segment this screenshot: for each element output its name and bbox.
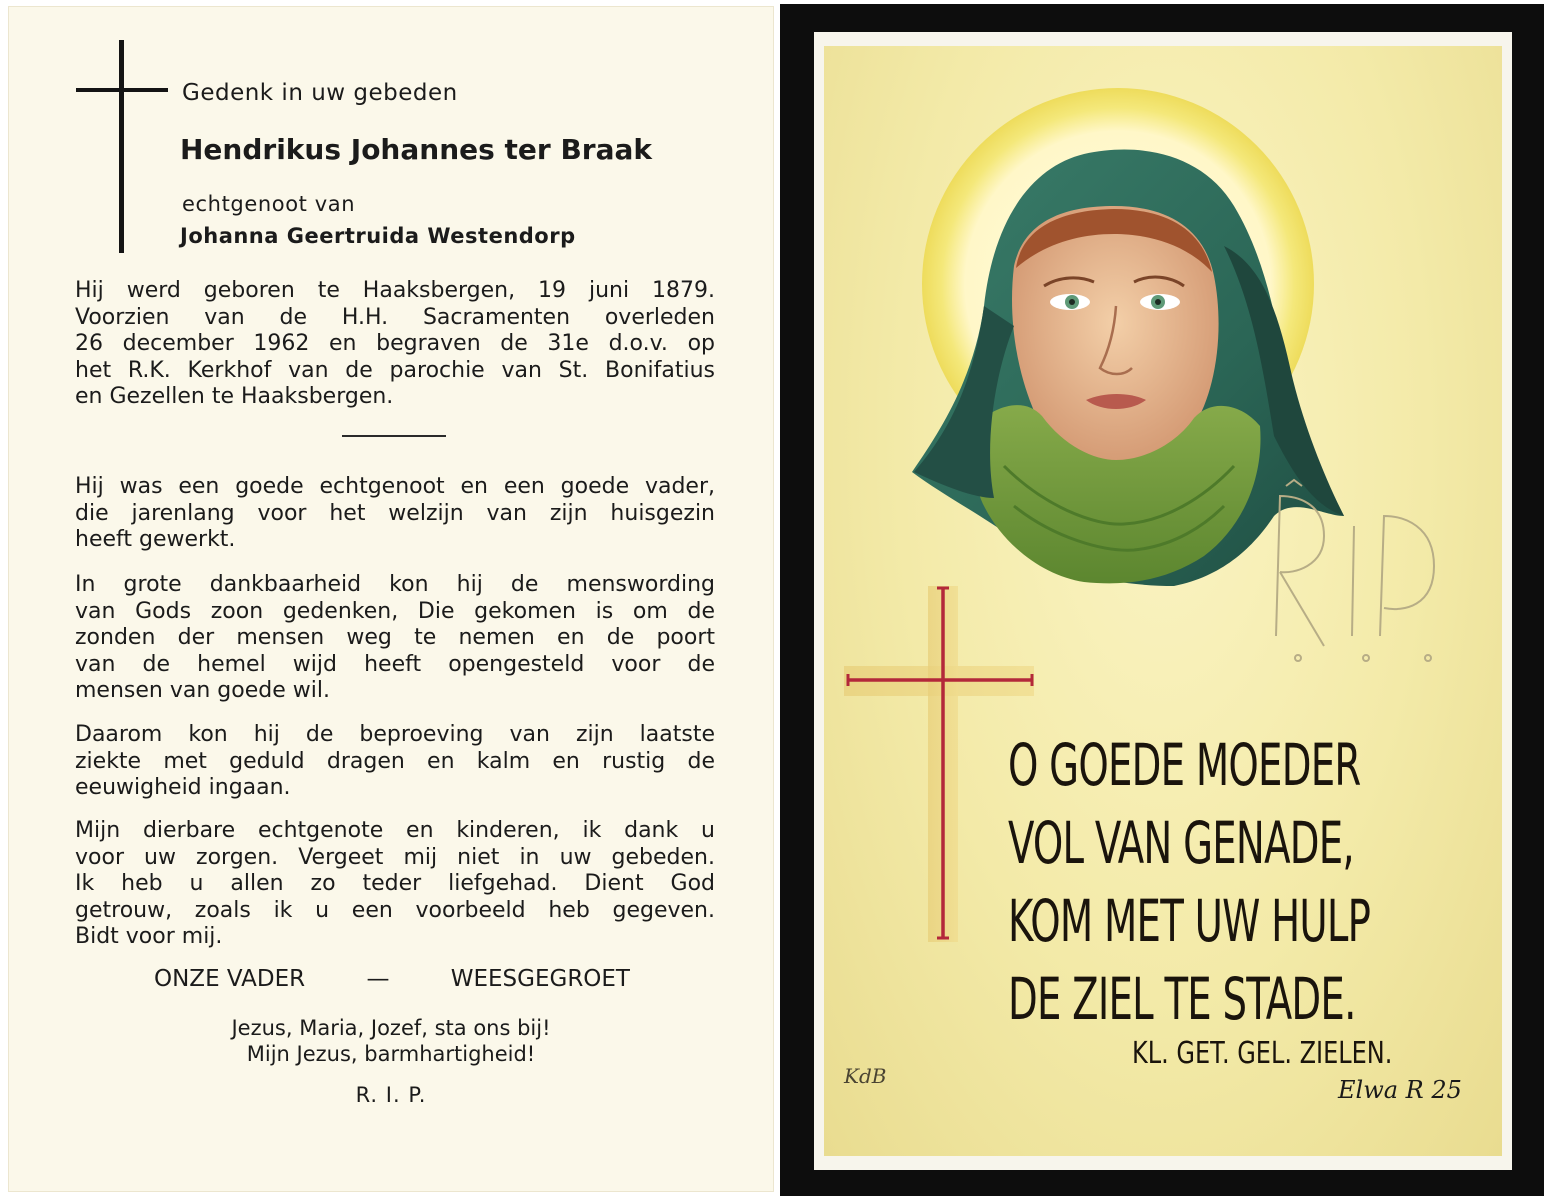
paragraph-line: Bidt voor mij. xyxy=(75,924,223,949)
poem-credit: KL. GET. GEL. ZIELEN. xyxy=(1132,1036,1393,1071)
poem-line: O GOEDE MOEDER xyxy=(1008,731,1361,799)
paragraph-illness xyxy=(75,722,715,802)
closing-rip: R. I. P. xyxy=(355,1083,427,1107)
deceased-name: Hendrikus Johannes ter Braak xyxy=(180,133,653,166)
paragraph-line: ziekte met geduld dragen en kalm en rustig de xyxy=(75,748,715,774)
spouse-label: echtgenoot van xyxy=(182,192,356,216)
paragraph-line: Mijn dierbare echtgenote en kinderen, ik dank u xyxy=(75,818,715,843)
divider xyxy=(342,435,446,437)
paragraph-line: mensen van goede wil. xyxy=(75,678,330,703)
prayer-weesgegroet: WEESGEGROET xyxy=(450,966,630,992)
paragraph-farewell xyxy=(75,818,715,951)
paragraph-line: eeuwigheid ingaan. xyxy=(75,775,291,800)
artist-signature: KdB xyxy=(844,1064,887,1088)
paragraph-line: Daarom kon hij de beproeving van zijn laatste xyxy=(75,722,715,747)
paragraph-line: zonden der mensen weg te nemen en de poort xyxy=(75,625,715,650)
cross-icon-vertical xyxy=(119,40,124,253)
cross-icon-horizontal xyxy=(76,88,168,92)
paragraph-line: In grote dankbaarheid kon hij de menswording xyxy=(75,572,715,597)
paragraph-line: van de hemel wijd heeft opengesteld voor de xyxy=(75,651,715,677)
paragraph-line: van Gods zoon gedenken, Die gekomen is om de xyxy=(75,598,715,624)
paragraph-line: voor uw zorgen. Vergeet mij niet in uw gebeden. xyxy=(75,844,715,870)
paragraph-line: Ik heb u allen zo teder liefgehad. Dient God xyxy=(75,871,715,896)
paragraph-tribute xyxy=(75,474,715,554)
paragraph-line: Hij werd geboren te Haaksbergen, 19 juni 1879. xyxy=(75,278,715,303)
invocation-line-2: Mijn Jezus, barmhartigheid! xyxy=(246,1042,536,1066)
devotional-picture xyxy=(824,46,1502,1156)
prayer-separator: — xyxy=(366,966,390,992)
paragraph-line: heeft gewerkt. xyxy=(75,527,236,552)
prayers-row xyxy=(154,966,630,992)
paragraph-line: getrouw, zoals ik u een voorbeeld heb gegeven. xyxy=(75,897,715,923)
paragraph-faith xyxy=(75,572,715,705)
intro-text: Gedenk in uw gebeden xyxy=(182,80,458,106)
publisher-mark: Elwa R 25 xyxy=(1338,1076,1462,1104)
paragraph-line: het R.K. Kerkhof van de parochie van St. Bonifatius xyxy=(75,357,715,383)
prayer-onze-vader: ONZE VADER xyxy=(154,966,306,992)
poem-line: KOM MET UW HULP xyxy=(1008,887,1371,955)
poem-line: VOL VAN GENADE, xyxy=(1008,809,1354,877)
paragraph-line: Voorzien van de H.H. Sacramenten overleden xyxy=(75,304,715,330)
paragraph-line: 26 december 1962 en begraven de 31e d.o.v. op xyxy=(75,331,715,356)
prayer-poem xyxy=(1008,726,1497,1038)
invocation-line-1: Jezus, Maria, Jozef, sta ons bij! xyxy=(231,1016,551,1040)
paragraph-biography xyxy=(75,278,715,411)
spouse-name: Johanna Geertruida Westendorp xyxy=(180,224,576,248)
paragraph-line: Hij was een goede echtgenoot en een goede vader, xyxy=(75,474,715,499)
memorial-card-picture-side xyxy=(780,4,1544,1196)
memorial-card-text-side xyxy=(8,6,774,1192)
poem-line: DE ZIEL TE STADE. xyxy=(1008,965,1356,1033)
paragraph-line: en Gezellen te Haaksbergen. xyxy=(75,384,394,409)
paragraph-line: die jarenlang voor het welzijn van zijn huisgezin xyxy=(75,500,715,526)
